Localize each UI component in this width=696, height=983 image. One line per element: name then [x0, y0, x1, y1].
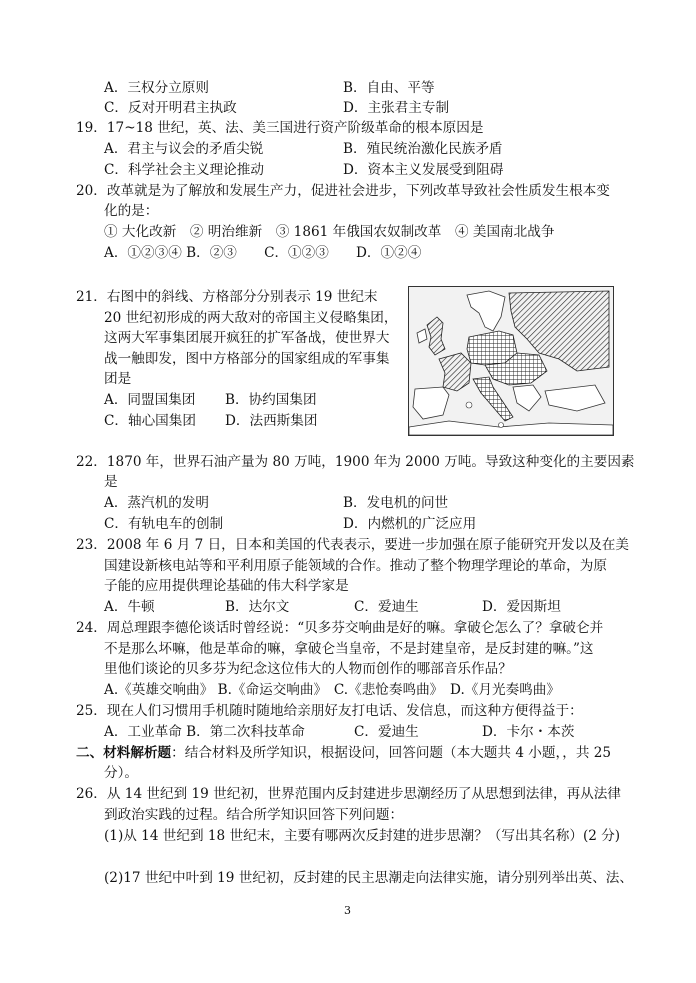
q26-sub2: (2)17 世纪中叶到 19 世纪初，反封建的民主思潮走向法律实施，请分别列举出英、法、 [104, 870, 633, 886]
q18-option-b: B．自由、平等 [343, 80, 435, 96]
section-heading-title: 二、材料解析题 [76, 745, 172, 761]
q21-option-b: B．协约国集团 [225, 392, 317, 408]
q18-option-a: A．三权分立原则 [104, 80, 209, 96]
q21-line5: 团是 [104, 371, 132, 387]
q26-sub1: (1)从 14 世纪到 18 世纪末，主要有哪两次反封建的进步思潮？（写出其名称）(2 分) [104, 828, 621, 844]
q21-line4: 战一触即发，图中方格部分的国家组成的军事集 [104, 351, 390, 367]
q26-line1: 26．从 14 世纪到 19 世纪初，世界范围内反封建进步思潮经历了从思想到法律，再从法律 [76, 786, 621, 802]
q19-option-c: C．科学社会主义理论推动 [104, 162, 264, 178]
q19-stem: 19．17~18 世纪，英、法、美三国进行资产阶级革命的根本原因是 [76, 120, 484, 136]
q25-option-d: D．卡尔・本茨 [482, 724, 575, 740]
q26-line2: 到政治实践的过程。结合所学知识回答下列问题： [104, 807, 404, 823]
q23-line1: 23．2008 年 6 月 7 日，日本和美国的代表表示，要进一步加强在原子能研究开发以及在美 [76, 537, 629, 553]
q22-stem-line2: 是 [104, 474, 118, 490]
q20-stem-line2: 化的是： [104, 203, 159, 219]
q18-option-d: D．主张君主专制 [343, 100, 450, 116]
q19-option-b: B．殖民统治激化民族矛盾 [343, 141, 503, 157]
q24-line3: 里他们谈论的贝多芬为纪念这位伟大的人物而创作的哪部音乐作品？ [104, 661, 512, 677]
q19-option-d: D．资本主义发展受到阻碍 [343, 162, 504, 178]
q24-line1: 24．周总理跟李德伦谈话时曾经说：“贝多芬交响曲是好的嘛。拿破仑怎么了？拿破仑并 [76, 620, 604, 636]
q18-option-c: C．反对开明君主执政 [104, 100, 237, 116]
section-heading-line2: 分）。 [104, 765, 138, 781]
q23-option-d: D．爱因斯坦 [482, 599, 561, 615]
q25-stem: 25．现在人们习惯用手机随时随地给亲朋好友打电话、发信息，而这种方便得益于： [76, 703, 583, 719]
q20-options: A．①②③④ B．②③ C．①②③ D．①②④ [104, 245, 422, 261]
q23-option-b: B．达尔文 [225, 599, 290, 615]
europe-alliances-map [408, 286, 614, 436]
q23-line3: 子能的应用提供理论基础的伟大科学家是 [104, 578, 349, 594]
q21-line3: 这两大军事集团展开疯狂的扩军备战，使世界大 [104, 330, 390, 346]
q22-option-b: B．发电机的问世 [343, 495, 449, 511]
q20-items: ① 大化改新 ② 明治维新 ③ 1861 年俄国农奴制改革 ④ 美国南北战争 [104, 224, 555, 240]
q20-stem-line1: 20．改革就是为了解放和发展生产力，促进社会进步，下列改革导致社会性质发生根本变 [76, 183, 610, 199]
q23-option-a: A．牛顿 [104, 599, 155, 615]
q19-option-a: A．君主与议会的矛盾尖锐 [104, 141, 264, 157]
q25-option-ab: A．工业革命 B．第二次科技革命 [104, 724, 305, 740]
q23-line2: 国建设新核电站等和平利用原子能领域的合作。推动了整个物理学理论的革命，为原 [104, 558, 607, 574]
q24-options: A.《英雄交响曲》 B.《命运交响曲》 C.《悲怆奏鸣曲》 D.《月光奏鸣曲》 [104, 682, 560, 698]
q22-stem-line1: 22．1870 年，世界石油产量为 80 万吨，1900 年为 2000 万吨。导致这种变化的主要因素 [76, 454, 635, 470]
q25-option-c: C．爱迪生 [354, 724, 419, 740]
q21-line2: 20 世纪初形成的两大敌对的帝国主义侵略集团， [104, 310, 398, 326]
q22-option-c: C．有轨电车的创制 [104, 516, 224, 532]
q21-option-d: D．法西斯集团 [225, 413, 318, 429]
q21-line1: 21．右图中的斜线、方格部分分别表示 19 世纪末 [76, 289, 378, 305]
q24-line2: 不是那么坏嘛，他是革命的嘛，拿破仑当皇帝，不是封建皇帝，是反封建的嘛。”这 [104, 641, 594, 657]
section-heading [76, 743, 611, 763]
page-number: 3 [344, 904, 351, 917]
q21-option-a: A．同盟国集团 [104, 392, 196, 408]
section-heading-instructions: ：结合材料及所学知识，根据设问，回答问题（本大题共 4 小题，，共 25 [171, 745, 612, 761]
q22-option-a: A．蒸汽机的发明 [104, 495, 209, 511]
q22-option-d: D．内燃机的广泛应用 [343, 516, 477, 532]
q21-option-c: C．轴心国集团 [104, 413, 196, 429]
q23-option-c: C．爱迪生 [354, 599, 419, 615]
